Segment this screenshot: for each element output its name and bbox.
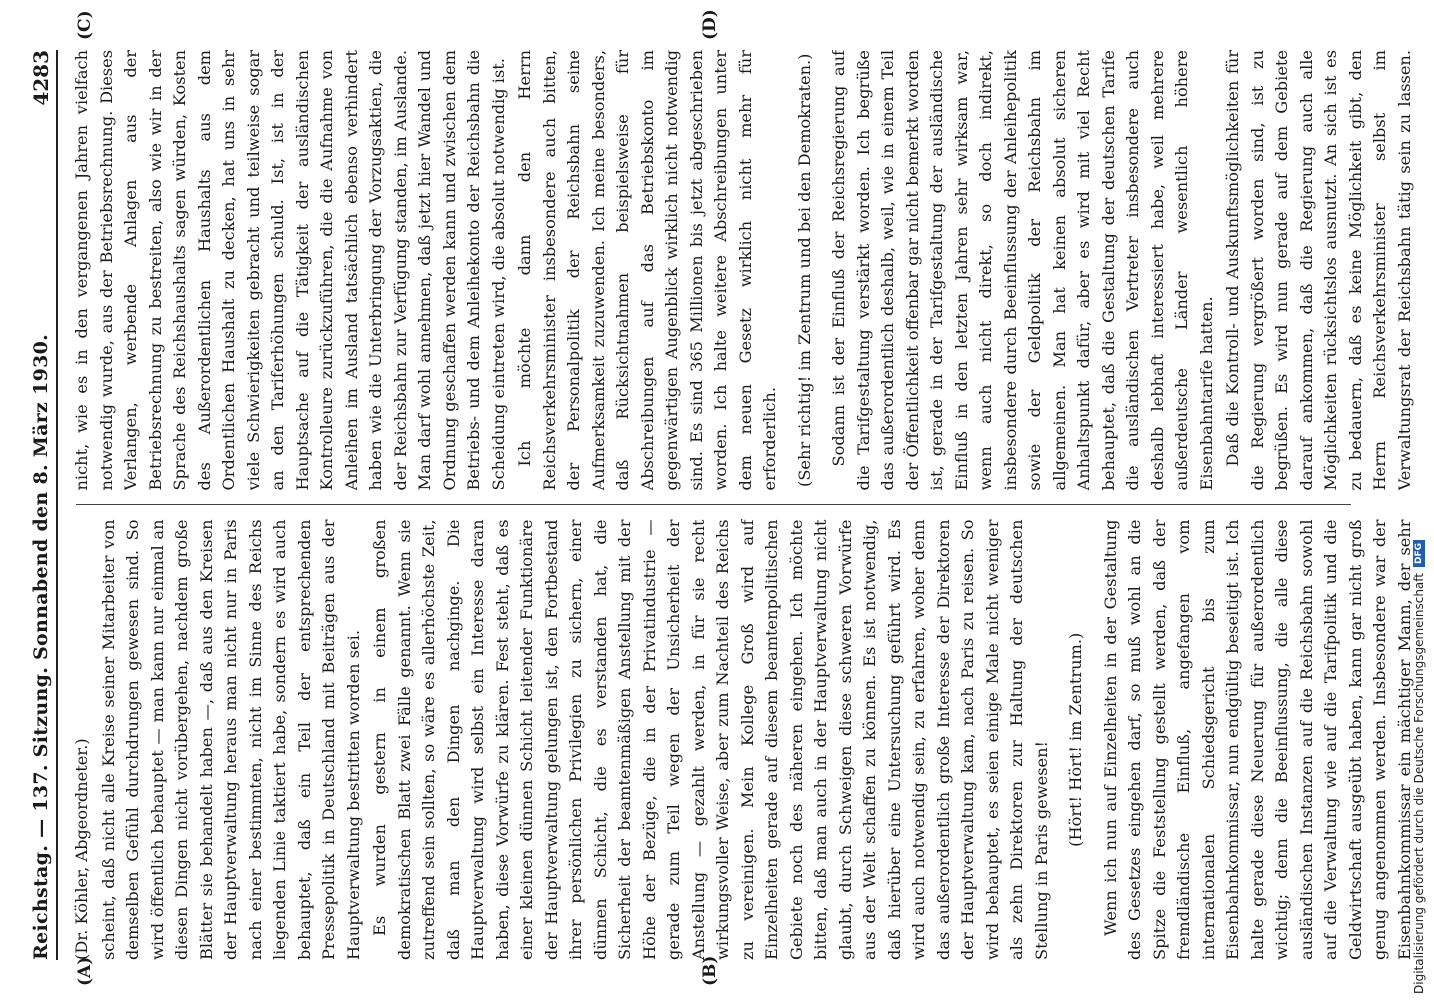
dfg-logo: DFG — [1413, 540, 1425, 567]
left-column — [70, 519, 1420, 960]
paragraph: scheint, daß nicht alle Kreise seiner Mitarbeiter von demselben Gefühl durchdrungen gewesen sind. So wird öffentlich behauptet — man kann nur einmal an diesen Dingen nicht vorübergehen, nachdem große Blätter sie behandelt haben —, daß aus den Kreisen der Hauptverwaltung heraus man nicht nur in Paris nach einer bestimmten, nicht im Sinne des Reichs liegenden Linie taktiert habe, sondern es wird auch behauptet, daß ein Teil der entsprechenden Pressepolitik in Deutschland mit Beiträgen aus der Hauptverwaltung bestritten worden sei. — [98, 519, 363, 960]
speaker-line: (Dr. Köhler, Abgeordneter.) — [72, 738, 91, 960]
margin-marker-c: (C) — [75, 10, 95, 40]
interjection: (Sehr richtig! im Zentrum und bei den Demokraten.) — [794, 53, 814, 487]
paragraph: Sodann ist der Einfluß der Reichsregierung auf die Tarifgestaltung verstärkt worden. Ich begrüße das außerordentlich deshalb, weil, wie in einem Teil der Öffentlichkeit offenbar gar nicht bemerkt worden ist, gerade in der Tarifgestaltung der ausländische Einfluß in den letzten Jahren sehr wirksam war, wenn auch nicht direkt, so doch indirekt, insbesondere durch Beeinflussung der Anleihepolitik sowie der Geldpolitik der Reichsbahn im allgemeinen. Man hat keinen absolut sicheren Anhaltspunkt dafür, aber es wird mit viel Recht behauptet, daß die Gestaltung der deutschen Tarife die ausländischen Vertreter insbesondere auch deshalb lebhaft interessiert habe, weil mehrere außerdeutsche Länder wesentlich höhere Eisenbahntarife hatten. — [829, 49, 1216, 491]
header-title: Reichstag. — 137. Sitzung. Sonnabend den 8. März 1930. — [30, 333, 52, 960]
paragraph: Wenn ich nun auf Einzelheiten in der Gestaltung des Gesetzes eingehen darf, so muß wohl an die Spitze die Feststellung gestellt werden, daß der fremdländische Einfluß, angefangen vom internationalen Schiedsgericht bis zum Eisenbahnkommissar, nun endgültig beseitigt ist. Ich halte gerade diese Neuerung für außerordentlich wichtig; denn die Beeinflussung, die alle diese ausländischen Instanzen auf die Reichsbahn sowohl auf die Verwaltung wie auf die Tarifpolitik und die Geldwirtschaft ausgeübt haben, kann gar nicht groß genug angenommen werden. Insbesondere war der Eisenbahnkommissar ein mächtiger Mann, der sehr — [1100, 519, 1414, 960]
paragraph: nicht, wie es in den vergangenen Jahren vielfach notwendig wurde, aus der Betriebsrechnung. Dieses Verlangen, werbende Anlagen aus der Betriebsrechnung zu bestreiten, also wie wir in der Sprache des Reichshaushalts sagen würden, Kosten des Außerordentlichen Haushalts aus dem Ordentlichen Haushalt zu decken, hat uns in sehr viele Schwierigkeiten gebracht und teilweise sogar an den Tariferhöhungen schuld. Ist, ist in der Hauptsache auf die Tätigkeit der ausländischen Kontrolleure zurückzuführen, die die Aufnahme von Anleihen im Ausland tatsächlich ebenso verhindert haben wie die Unterbringung der Vorzugsaktien, die der Reichsbahn zur Verfügung standen, im Auslande. Man darf wohl annehmen, daß jetzt hier Wandel und Ordnung geschaffen werden kann und zwischen dem Betriebs- und dem Anleihekonto der Reichsbahn die Scheidung eintreten wird, die absolut notwendig ist. — [72, 49, 508, 491]
digitization-credit — [1412, 540, 1426, 994]
paragraph: Ich möchte dann den Herrn Reichsverkehrsminister insbesondere auch bitten, der Personalpolitik der Reichsbahn seine Aufmerksamkeit zuzuwenden. Ich meine besonders, daß Rücksichtnahmen beispielsweise für Abschreibungen auf das Betriebskonto im gegenwärtigen Augenblick wirklich nicht notwendig sind. Es sind 365 Millionen bis jetzt abgeschrieben worden. Ich halte weitere Abschreibungen unter dem neuen Gesetz wirklich nicht mehr für erforderlich. — [515, 49, 779, 491]
paragraph: Es wurden gestern in einem großen demokratischen Blatt zwei Fälle genannt. Wenn sie zutreffend sein sollten, so wäre es allerhöchste Zeit, daß man den Dingen nachginge. Die Hauptverwaltung wird selbst ein Interesse daran haben, diese Vorwürfe zu klären. Fest steht, daß es einer kleinen dünnen Schicht leitender Funktionäre der Hauptverwaltung gelungen ist, den Fortbestand ihrer persönlichen Privilegien zu sichern, einer dünnen Schicht, die es verstanden hat, die Sicherheit der beamtenmäßigen Anstellung mit der Höhe der Bezüge, die in der Privatindustrie — gerade zum Teil wegen der Unsicherheit der Anstellung — gezahlt werden, in für sie recht wirkungsvoller Weise, aber zum Nachteil des Reichs zu vereinigen. Mein Kollege Groß wird auf Einzelheiten gerade auf diesem beamtenpolitischen Gebiete noch des näheren eingehen. Ich möchte bitten, daß man auch in der Hauptverwaltung nicht glaubt, durch Schweigen diese schweren Vorwürfe aus der Welt schaffen zu können. Es ist notwendig, daß hierüber eine Untersuchung geführt wird. Es wird auch notwendig sein, zu erfahren, woher denn das außerordentlich große Interesse der Direktoren der Hauptverwaltung kam, nach Paris zu reisen. So wird behauptet, es seien einige Male nicht weniger als zehn Direktoren zur Haltung der deutschen Stellung in Paris gewesen! — [370, 519, 1051, 960]
page-header — [26, 50, 58, 960]
page-number: 4283 — [29, 50, 53, 106]
paragraph: Daß die Kontroll- und Auskunftsmöglichkeiten für die Regierung vergrößert worden sind, ist zu begrüßen. Es wird nun gerade auf dem Gebiete darauf ankommen, daß die Regierung auch alle Möglichkeiten rücksichtslos ausnutzt. An sich ist es zu bedauern, daß es keine Möglichkeit gibt, den Herrn Reichsverkehrsminister selbst im Verwaltungsrat der Reichsbahn tätig sein zu lassen. — [1223, 49, 1414, 491]
text-columns — [70, 50, 1420, 960]
credit-text: Digitalisierung gefördert durch die Deutsche Forschungsgemeinschaft — [1412, 572, 1426, 994]
right-column — [70, 50, 1420, 491]
margin-marker-a: (A) — [75, 956, 95, 986]
column-divider — [76, 505, 1351, 506]
margin-marker-b: (B) — [700, 955, 720, 986]
interjection: (Hört! Hört! im Zentrum.) — [1066, 632, 1085, 847]
margin-marker-d: (D) — [700, 9, 720, 40]
